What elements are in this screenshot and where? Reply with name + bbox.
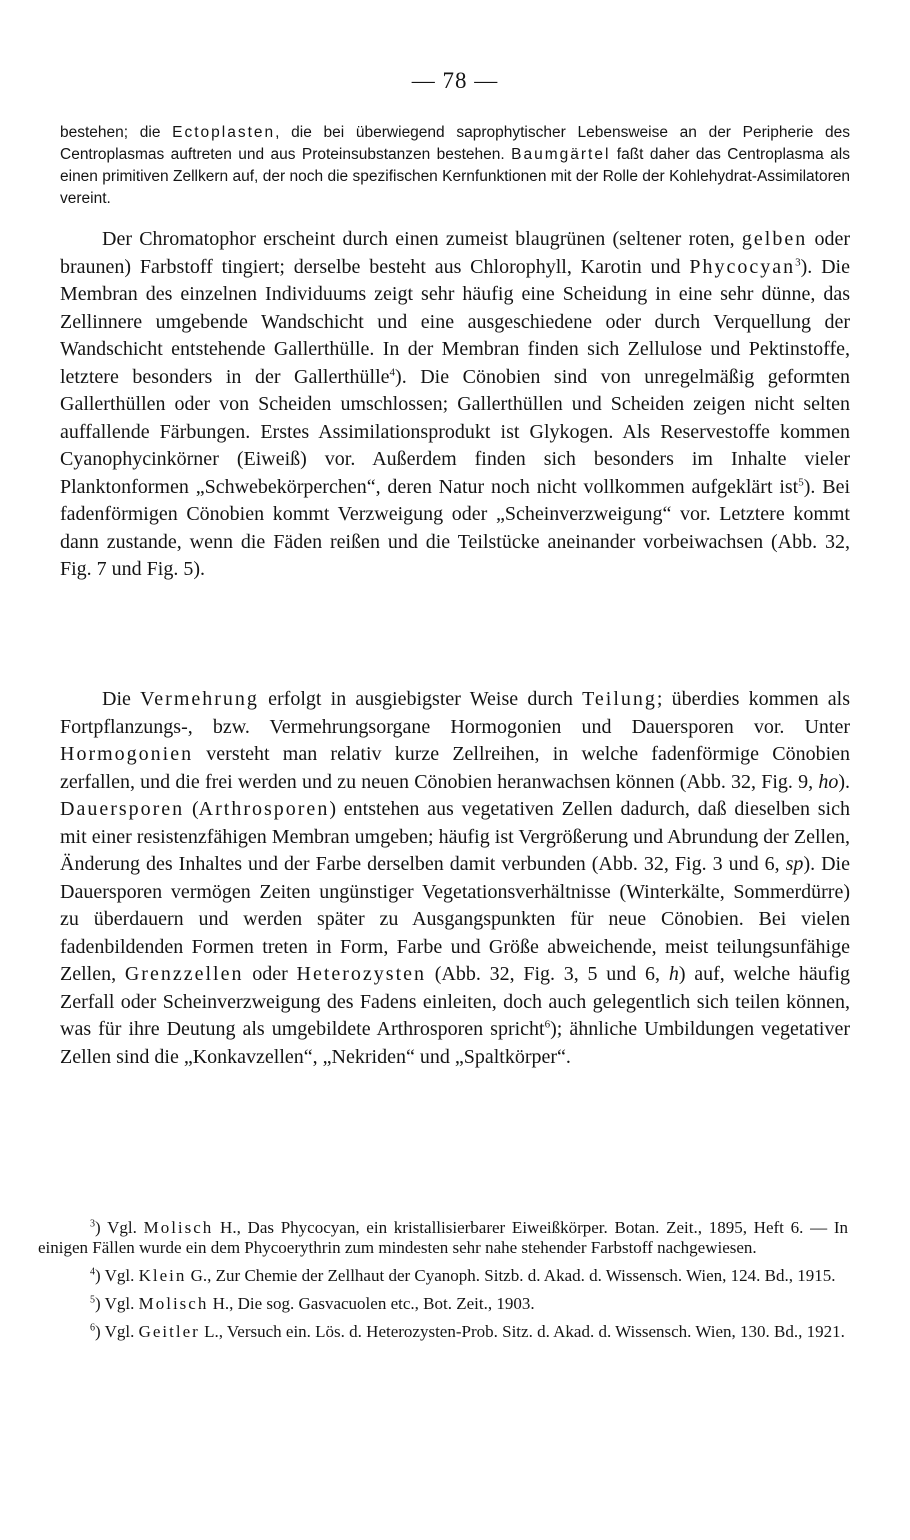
paragraph-chromatophor xyxy=(60,226,850,584)
para1-text-4: ). Die Cönobien sind von unregelmäßig geformten Gallerthüllen oder von Scheiden umschlossen; Gallerthüllen und Scheiden zeigen nicht selten auffallende Färbungen. Erstes Assimilationsprodukt ist Glykogen. Als Reservestoffe kommen Cyanophycinkörner (Eiweiß) vor. Außerdem finden sich besonders im Inhalte vieler Planktonformen „Schwebekörperchen“, deren Natur noch nicht vollkommen aufgeklärt ist xyxy=(60,365,850,498)
para2-text-1: Die xyxy=(102,688,141,710)
footnote-3 xyxy=(38,1218,848,1258)
para2-text-10: (Abb. 32, Fig. 3, 5 und 6, xyxy=(426,963,669,985)
footnote-ref-5: 5 xyxy=(798,475,804,488)
para1-text-5: ). Bei fadenförmigen Cönobien kommt Verzweigung oder „Scheinverzweigung“ vor. Letztere kommt dann zustande, wenn die Fäden reißen und die Teilstücke aneinander vorbeiwachsen (Abb. 32, Fig. 7 und Fig. 5). xyxy=(60,475,851,580)
para2-text-5: ). xyxy=(838,770,850,793)
term-hormogonien: Hormogonien xyxy=(60,743,194,765)
intro-text-1: bestehen; die xyxy=(60,124,173,141)
footnote-author: Molisch xyxy=(143,1218,214,1237)
para2-text-9: oder xyxy=(243,963,297,985)
para2-text-8: ). Die Dauersporen vermögen Zeiten ungünstiger Vegetationsverhältnisse (Winterkälte, Sommerdürre) zu überdauern und werden später zu Ausgangspunkten für neue Cönobien. Bei vielen fadenbildenden Formen treten in Form, Farbe und Größe abweichende, meist teilungsunfähige Zellen, xyxy=(60,853,850,985)
author-baumgaertel: Baumgärtel xyxy=(511,146,611,163)
term-arthrosporen: Arthrosporen xyxy=(198,798,330,820)
abbr-h: h xyxy=(668,963,679,985)
footnote-mark: 5 xyxy=(90,1294,95,1306)
page-number: — 78 — xyxy=(411,68,499,93)
intro-text-3: faßt daher das Centroplasma als einen primitiven Zellkern auf, der noch die spezifischen Kernfunktionen mit der Rolle der Kohlehydrat-Assimilatoren vereint. xyxy=(60,146,851,207)
term-dauersporen: Dauersporen xyxy=(60,798,185,820)
footnote-mark: 4 xyxy=(90,1266,95,1278)
footnote-prefix: ) Vgl. xyxy=(95,1218,144,1237)
footnote-prefix: ) Vgl. xyxy=(95,1322,139,1341)
word-gelben: gelben xyxy=(741,228,808,250)
footnote-author: Molisch xyxy=(138,1294,209,1313)
footnotes xyxy=(38,1218,848,1350)
footnote-ref-3: 3 xyxy=(795,255,801,268)
footnote-6 xyxy=(38,1322,848,1342)
footnote-author: Klein xyxy=(138,1266,187,1285)
para2-text-4: versteht man relativ kurze Zellreihen, in welche fadenförmige Cönobien zerfallen, und die frei werden und zu neuen Cönobien heranwachsen können (Abb. 32, Fig. 9, xyxy=(60,743,850,793)
footnote-ref-6: 6 xyxy=(544,1018,551,1031)
term-heterozysten: Heterozysten xyxy=(296,963,427,985)
footnote-author: Geitler xyxy=(138,1322,200,1341)
abbr-ho: ho xyxy=(818,770,839,793)
footnote-text: G., Zur Chemie der Zellhaut der Cyanoph. Sitzb. d. Akad. d. Wissensch. Wien, 124. Bd., 1915. xyxy=(186,1266,836,1285)
para2-text-7: ) entstehen aus vegetativen Zellen dadurch, daß dieselben sich mit einer resistenzfähigen Membran umgeben; häufig ist Vergrößerung und Abrundung der Zellen, Änderung des Inhaltes und der Farbe derselben damit verbunden (Abb. 32, Fig. 3 und 6, xyxy=(60,798,850,875)
para1-text-3: ). Die Membran des einzelnen Individuums zeigt sehr häufig eine Scheidung in eine sehr dünne, das Zellinnere umgebende Wandschicht und eine ausgeschiedene oder durch Verquellung der Wandschicht entstehende Gallerthülle. In der Membran finden sich Zellulose und Pektinstoffe, letztere besonders in der Gallerthülle xyxy=(60,255,850,388)
footnote-ref-4: 4 xyxy=(389,365,396,378)
footnote-mark: 3 xyxy=(90,1218,95,1230)
footnote-mark: 6 xyxy=(90,1322,95,1334)
footnote-text: H., Das Phycocyan, ein kristallisierbarer Eiweißkörper. Botan. Zeit., 1895, Heft 6. — In einigen Fällen wurde ein dem Phycoerythrin zum mindesten sehr nahe stehender Farbstoff nachgewiesen. xyxy=(38,1218,849,1257)
footnote-text: H., Die sog. Gasvacuolen etc., Bot. Zeit., 1903. xyxy=(208,1294,535,1313)
term-vermehrung: Vermehrung xyxy=(140,688,259,710)
term-teilung: Teilung xyxy=(582,688,657,710)
footnote-4 xyxy=(38,1266,848,1286)
para2-text-2: erfolgt in ausgiebigster Weise durch xyxy=(258,688,583,710)
paragraph-vermehrung xyxy=(60,686,850,1071)
term-ectoplasten: Ectoplasten xyxy=(172,124,276,141)
footnote-prefix: ) Vgl. xyxy=(95,1266,139,1285)
abbr-sp: sp xyxy=(785,853,804,875)
footnote-text: L., Versuch ein. Lös. d. Heterozysten-Prob. Sitz. d. Akad. d. Wissensch. Wien, 130. Bd., 1921. xyxy=(199,1322,845,1341)
intro-paragraph xyxy=(60,122,850,210)
term-grenzzellen: Grenzzellen xyxy=(124,963,244,985)
para2-text-3: ; überdies kommen als Fortpflanzungs-, bzw. Vermehrungsorgane Hormogonien und Dauersporen vor. Unter xyxy=(60,688,850,738)
para2-text-6: ( xyxy=(184,798,199,820)
footnote-5 xyxy=(38,1294,848,1314)
para1-text-1: Der Chromatophor erscheint durch einen zumeist blaugrünen (seltener roten, xyxy=(102,228,742,250)
intro-text-2: , die bei überwiegend saprophytischer Lebensweise an der Peripherie des Centroplasmas auftreten und aus Proteinsubstanzen bestehen. xyxy=(60,124,850,163)
para2-text-12: ); ähnliche Umbildungen vegetativer Zellen sind die „Konkavzellen“, „Nekriden“ und „Spaltkörper“. xyxy=(60,1018,850,1068)
footnote-prefix: ) Vgl. xyxy=(95,1294,139,1313)
term-phycocyan: Phycocyan xyxy=(689,255,796,278)
para1-text-2: oder braunen) Farbstoff tingiert; derselbe besteht aus Chlorophyll, Karotin und xyxy=(60,228,850,278)
para2-text-11: ) auf, welche häufig Zerfall oder Scheinverzweigung des Fadens einleiten, doch auch gelegentlich sich teilen können, was für ihre Deutung als umgebildete Arthrosporen spricht xyxy=(60,963,850,1040)
